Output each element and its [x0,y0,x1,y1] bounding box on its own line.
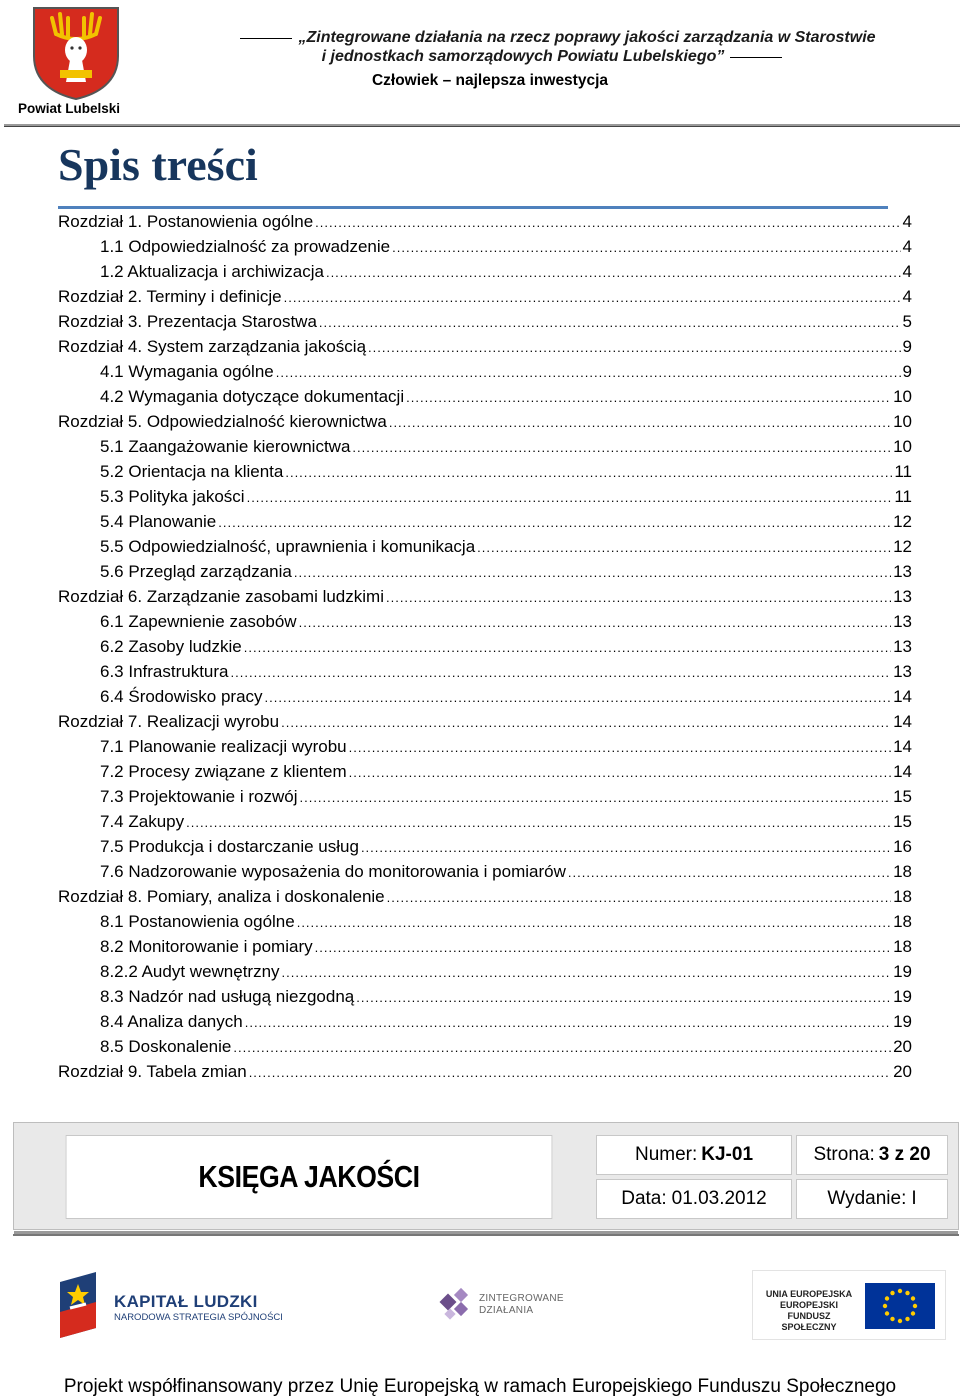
toc-dot-leader [386,585,891,610]
toc-entry-page: 13 [893,637,912,656]
eu-star-icon [898,1289,902,1293]
toc-entry-page: 16 [893,837,912,856]
toc-dot-leader [477,535,891,560]
toc-entry[interactable] [58,1059,912,1084]
toc-entry[interactable] [58,559,912,584]
toc-entry[interactable] [58,584,912,609]
toc-dot-leader [282,960,892,985]
toc-entry-page: 14 [893,762,912,781]
zintegrowane-dzialania-logo [438,1284,568,1330]
title-underline-right [730,57,782,58]
toc-entry-title: Rozdział 3. Prezentacja Starostwa [58,312,317,331]
toc-entry-title: 4.2 Wymagania dotyczące dokumentacji [100,387,405,406]
toc-entry[interactable] [58,434,912,459]
toc-entry-title: 5.1 Zaangażowanie kierownictwa [100,437,351,456]
toc-entry-page: 9 [902,362,912,381]
toc-entry[interactable] [58,484,912,509]
document-number-label: Numer: [634,1144,698,1165]
toc-entry-page: 13 [893,562,912,581]
toc-entry-page: 18 [893,937,912,956]
toc-dot-leader [245,1010,891,1035]
toc-entry-title: 7.4 Zakupy [100,812,185,831]
toc-entry-title: Rozdział 2. Terminy i definicje [58,287,282,306]
toc-entry-title: Rozdział 5. Odpowiedzialność kierownictwa [58,412,387,431]
table-of-contents [58,209,912,1084]
toc-entry-page: 18 [893,862,912,881]
toc-entry-title: 5.2 Orientacja na klienta [100,462,284,481]
crest-caption: Powiat Lubelski [18,101,121,116]
toc-dot-leader [249,1060,891,1085]
zd-line1: ZINTEGROWANE [479,1293,564,1304]
document-date-value: 01.03.2012 [671,1188,767,1209]
toc-entry-title: 8.5 Doskonalenie [100,1037,232,1056]
toc-dot-leader [568,860,891,885]
toc-dot-leader [231,660,892,685]
toc-entry-title: 8.2.2 Audyt wewnętrzny [100,962,280,981]
toc-entry-page: 4 [902,262,912,281]
toc-entry[interactable] [58,1034,912,1059]
toc-dot-leader [281,710,891,735]
document-edition [796,1179,948,1219]
document-number-value: KJ-01 [701,1144,754,1165]
toc-entry-page: 20 [893,1037,912,1056]
toc-entry[interactable] [58,459,912,484]
toc-entry-title: 1.1 Odpowiedzialność za prowadzenie [100,237,391,256]
eu-star-icon [905,1317,909,1321]
eu-star-icon [890,1291,894,1295]
toc-entry[interactable] [58,359,912,384]
toc-entry[interactable] [58,709,912,734]
toc-entry-title: Rozdział 9. Tabela zmian [58,1062,247,1081]
toc-heading: Spis treści [58,139,258,190]
project-title [170,28,940,66]
toc-entry[interactable] [58,859,912,884]
toc-dot-leader [349,760,891,785]
eu-esf-logo [752,1270,946,1340]
toc-dot-leader [186,810,891,835]
toc-entry-page: 15 [893,787,912,806]
toc-entry[interactable] [58,909,912,934]
toc-entry-page: 20 [893,1062,912,1081]
toc-dot-leader [276,360,901,385]
eu-star-icon [905,1291,909,1295]
toc-entry-page: 11 [894,487,912,506]
toc-entry[interactable] [58,934,912,959]
toc-entry-page: 13 [893,612,912,631]
eu-star-icon [913,1304,917,1308]
document-date [596,1179,792,1219]
toc-entry[interactable] [58,684,912,709]
project-title-line1: „Zintegrowane działania na rzecz poprawy jakości zarządzania w Starostwie [298,29,876,46]
toc-entry-title: 1.2 Aktualizacja i archiwizacja [100,262,324,281]
toc-entry[interactable] [58,759,912,784]
toc-dot-leader [319,310,901,335]
toc-dot-leader [244,635,891,660]
kapital-ludzki-subtitle: NARODOWA STRATEGIA SPÓJNOŚCI [114,1312,283,1323]
toc-entry-title: Rozdział 6. Zarządzanie zasobami ludzkimi [58,587,384,606]
toc-entry-title: 5.6 Przegląd zarządzania [100,562,292,581]
toc-entry-title: Rozdział 4. System zarządzania jakością [58,337,367,356]
toc-entry-title: 6.2 Zasoby ludzkie [100,637,242,656]
toc-entry-page: 14 [893,737,912,756]
toc-entry-title: 5.4 Planowanie [100,512,217,531]
page-header [0,0,960,128]
toc-entry-title: Rozdział 1. Postanowienia ogólne [58,212,314,231]
toc-entry-title: 6.4 Środowisko pracy [100,687,263,706]
toc-dot-leader [389,410,891,435]
toc-dot-leader [387,885,891,910]
title-underline-left [240,38,292,39]
toc-entry-title: Rozdział 8. Pomiary, analiza i doskonalenie [58,887,385,906]
toc-entry-page: 13 [893,662,912,681]
toc-entry-page: 12 [893,512,912,531]
toc-entry[interactable] [58,259,912,284]
toc-dot-leader [247,485,893,510]
toc-entry-title: 7.3 Projektowanie i rozwój [100,787,298,806]
toc-entry-title: 5.3 Polityka jakości [100,487,245,506]
toc-entry[interactable] [58,1009,912,1034]
toc-dot-leader [368,335,901,360]
toc-dot-leader [299,610,892,635]
toc-entry-title: 7.5 Produkcja i dostarczanie usług [100,837,359,856]
document-number [596,1135,792,1175]
document-edition-value: I [911,1188,917,1209]
toc-entry-title: 7.1 Planowanie realizacji wyrobu [100,737,347,756]
toc-entry-title: 6.3 Infrastruktura [100,662,229,681]
eu-star-icon [890,1317,894,1321]
toc-entry[interactable] [58,984,912,1009]
toc-entry-title: 8.4 Analiza danych [100,1012,243,1031]
kapital-ludzki-name: KAPITAŁ LUDZKI [114,1292,258,1311]
toc-entry-title: 8.3 Nadzór nad usługą niezgodną [100,987,355,1006]
eu-line3: FUNDUSZ SPOŁECZNY [781,1311,837,1332]
document-title: KSIĘGA JAKOŚCI [66,1135,553,1219]
toc-dot-leader [326,260,901,285]
toc-entry-page: 4 [902,287,912,306]
header-divider [4,124,960,127]
toc-entry[interactable] [58,209,912,234]
toc-entry[interactable] [58,309,912,334]
toc-dot-leader [265,685,892,710]
kapital-ludzki-flag-icon [56,1272,100,1338]
toc-entry[interactable] [58,234,912,259]
eu-flag-icon [865,1283,935,1329]
toc-dot-leader [233,1035,891,1060]
toc-entry[interactable] [58,409,912,434]
toc-entry[interactable] [58,959,912,984]
toc-entry-page: 11 [894,462,912,481]
toc-entry-title: Rozdział 7. Realizacji wyrobu [58,712,280,731]
toc-dot-leader [406,385,891,410]
toc-dot-leader [218,510,891,535]
toc-entry-page: 14 [893,687,912,706]
eu-line1: UNIA EUROPEJSKA [765,1289,853,1299]
toc-entry-title: 6.1 Zapewnienie zasobów [100,612,297,631]
toc-entry-title: 4.1 Wymagania ogólne [100,362,274,381]
toc-entry-page: 10 [893,412,912,431]
toc-entry-page: 13 [893,587,912,606]
toc-entry[interactable] [58,509,912,534]
eu-star-icon [885,1296,889,1300]
toc-dot-leader [315,210,900,235]
toc-dot-leader [392,235,900,260]
document-page-value: 3 z 20 [878,1144,931,1165]
toc-dot-leader [361,835,891,860]
eu-star-icon [911,1296,915,1300]
toc-entry-page: 4 [902,212,912,231]
toc-entry-title: 7.2 Procesy związane z klientem [100,762,347,781]
toc-dot-leader [356,985,891,1010]
toc-entry-page: 19 [893,987,912,1006]
toc-dot-leader [284,285,901,310]
toc-entry[interactable] [58,884,912,909]
toc-entry[interactable] [58,284,912,309]
project-motto: Człowiek – najlepsza inwestycja [371,72,609,89]
toc-entry[interactable] [58,784,912,809]
toc-entry[interactable] [58,809,912,834]
toc-dot-leader [285,460,892,485]
zintegrowane-dzialania-mark-icon [438,1284,474,1324]
eu-text [759,1289,859,1333]
document-page [796,1135,948,1175]
toc-entry-title: 5.5 Odpowiedzialność, uprawnienia i komunikacja [100,537,476,556]
toc-entry-page: 15 [893,812,912,831]
document-date-label: Data: [621,1188,667,1209]
toc-entry-title: 8.2 Monitorowanie i pomiary [100,937,313,956]
toc-entry-title: 7.6 Nadzorowanie wyposażenia do monitorowania i pomiarów [100,862,566,881]
document-edition-label: Wydanie: [827,1188,907,1209]
kapital-ludzki-logo [56,1272,286,1338]
toc-entry-page: 14 [893,712,912,731]
toc-entry-page: 4 [902,237,912,256]
eu-star-icon [885,1311,889,1315]
toc-entry[interactable] [58,834,912,859]
toc-dot-leader [297,910,891,935]
toc-entry[interactable] [58,384,912,409]
eu-star-icon [883,1304,887,1308]
toc-entry-page: 19 [893,1012,912,1031]
toc-entry[interactable] [58,534,912,559]
toc-entry-page: 10 [893,387,912,406]
toc-entry-page: 9 [902,337,912,356]
eu-line2: EUROPEJSKI [779,1300,839,1310]
toc-entry-page: 18 [893,887,912,906]
toc-entry-title: 8.1 Postanowienia ogólne [100,912,295,931]
toc-dot-leader [299,785,891,810]
zintegrowane-dzialania-text [479,1293,564,1317]
eu-star-icon [898,1319,902,1323]
footer-cofinancing-note: Projekt współfinansowany przez Unię Europejską w ramach Europejskiego Funduszu Społecznego [63,1376,897,1397]
info-box-divider [13,1234,959,1236]
toc-entry[interactable] [58,659,912,684]
eu-star-icon [911,1311,915,1315]
toc-dot-leader [352,435,891,460]
toc-dot-leader [294,560,891,585]
toc-entry[interactable] [58,734,912,759]
toc-entry-page: 12 [893,537,912,556]
toc-entry-page: 5 [902,312,912,331]
toc-dot-leader [349,735,891,760]
powiat-lubelski-crest-icon [30,4,122,100]
document-page-label: Strona: [813,1144,875,1165]
toc-entry-page: 19 [893,962,912,981]
toc-entry[interactable] [58,609,912,634]
toc-entry[interactable] [58,634,912,659]
toc-entry[interactable] [58,334,912,359]
document-info-box [13,1122,959,1230]
toc-entry-page: 18 [893,912,912,931]
toc-dot-leader [315,935,891,960]
project-title-line2: i jednostkach samorządowych Powiatu Lubelskiego” [321,48,725,65]
toc-entry-page: 10 [893,437,912,456]
zd-line2: DZIAŁANIA [479,1305,534,1316]
